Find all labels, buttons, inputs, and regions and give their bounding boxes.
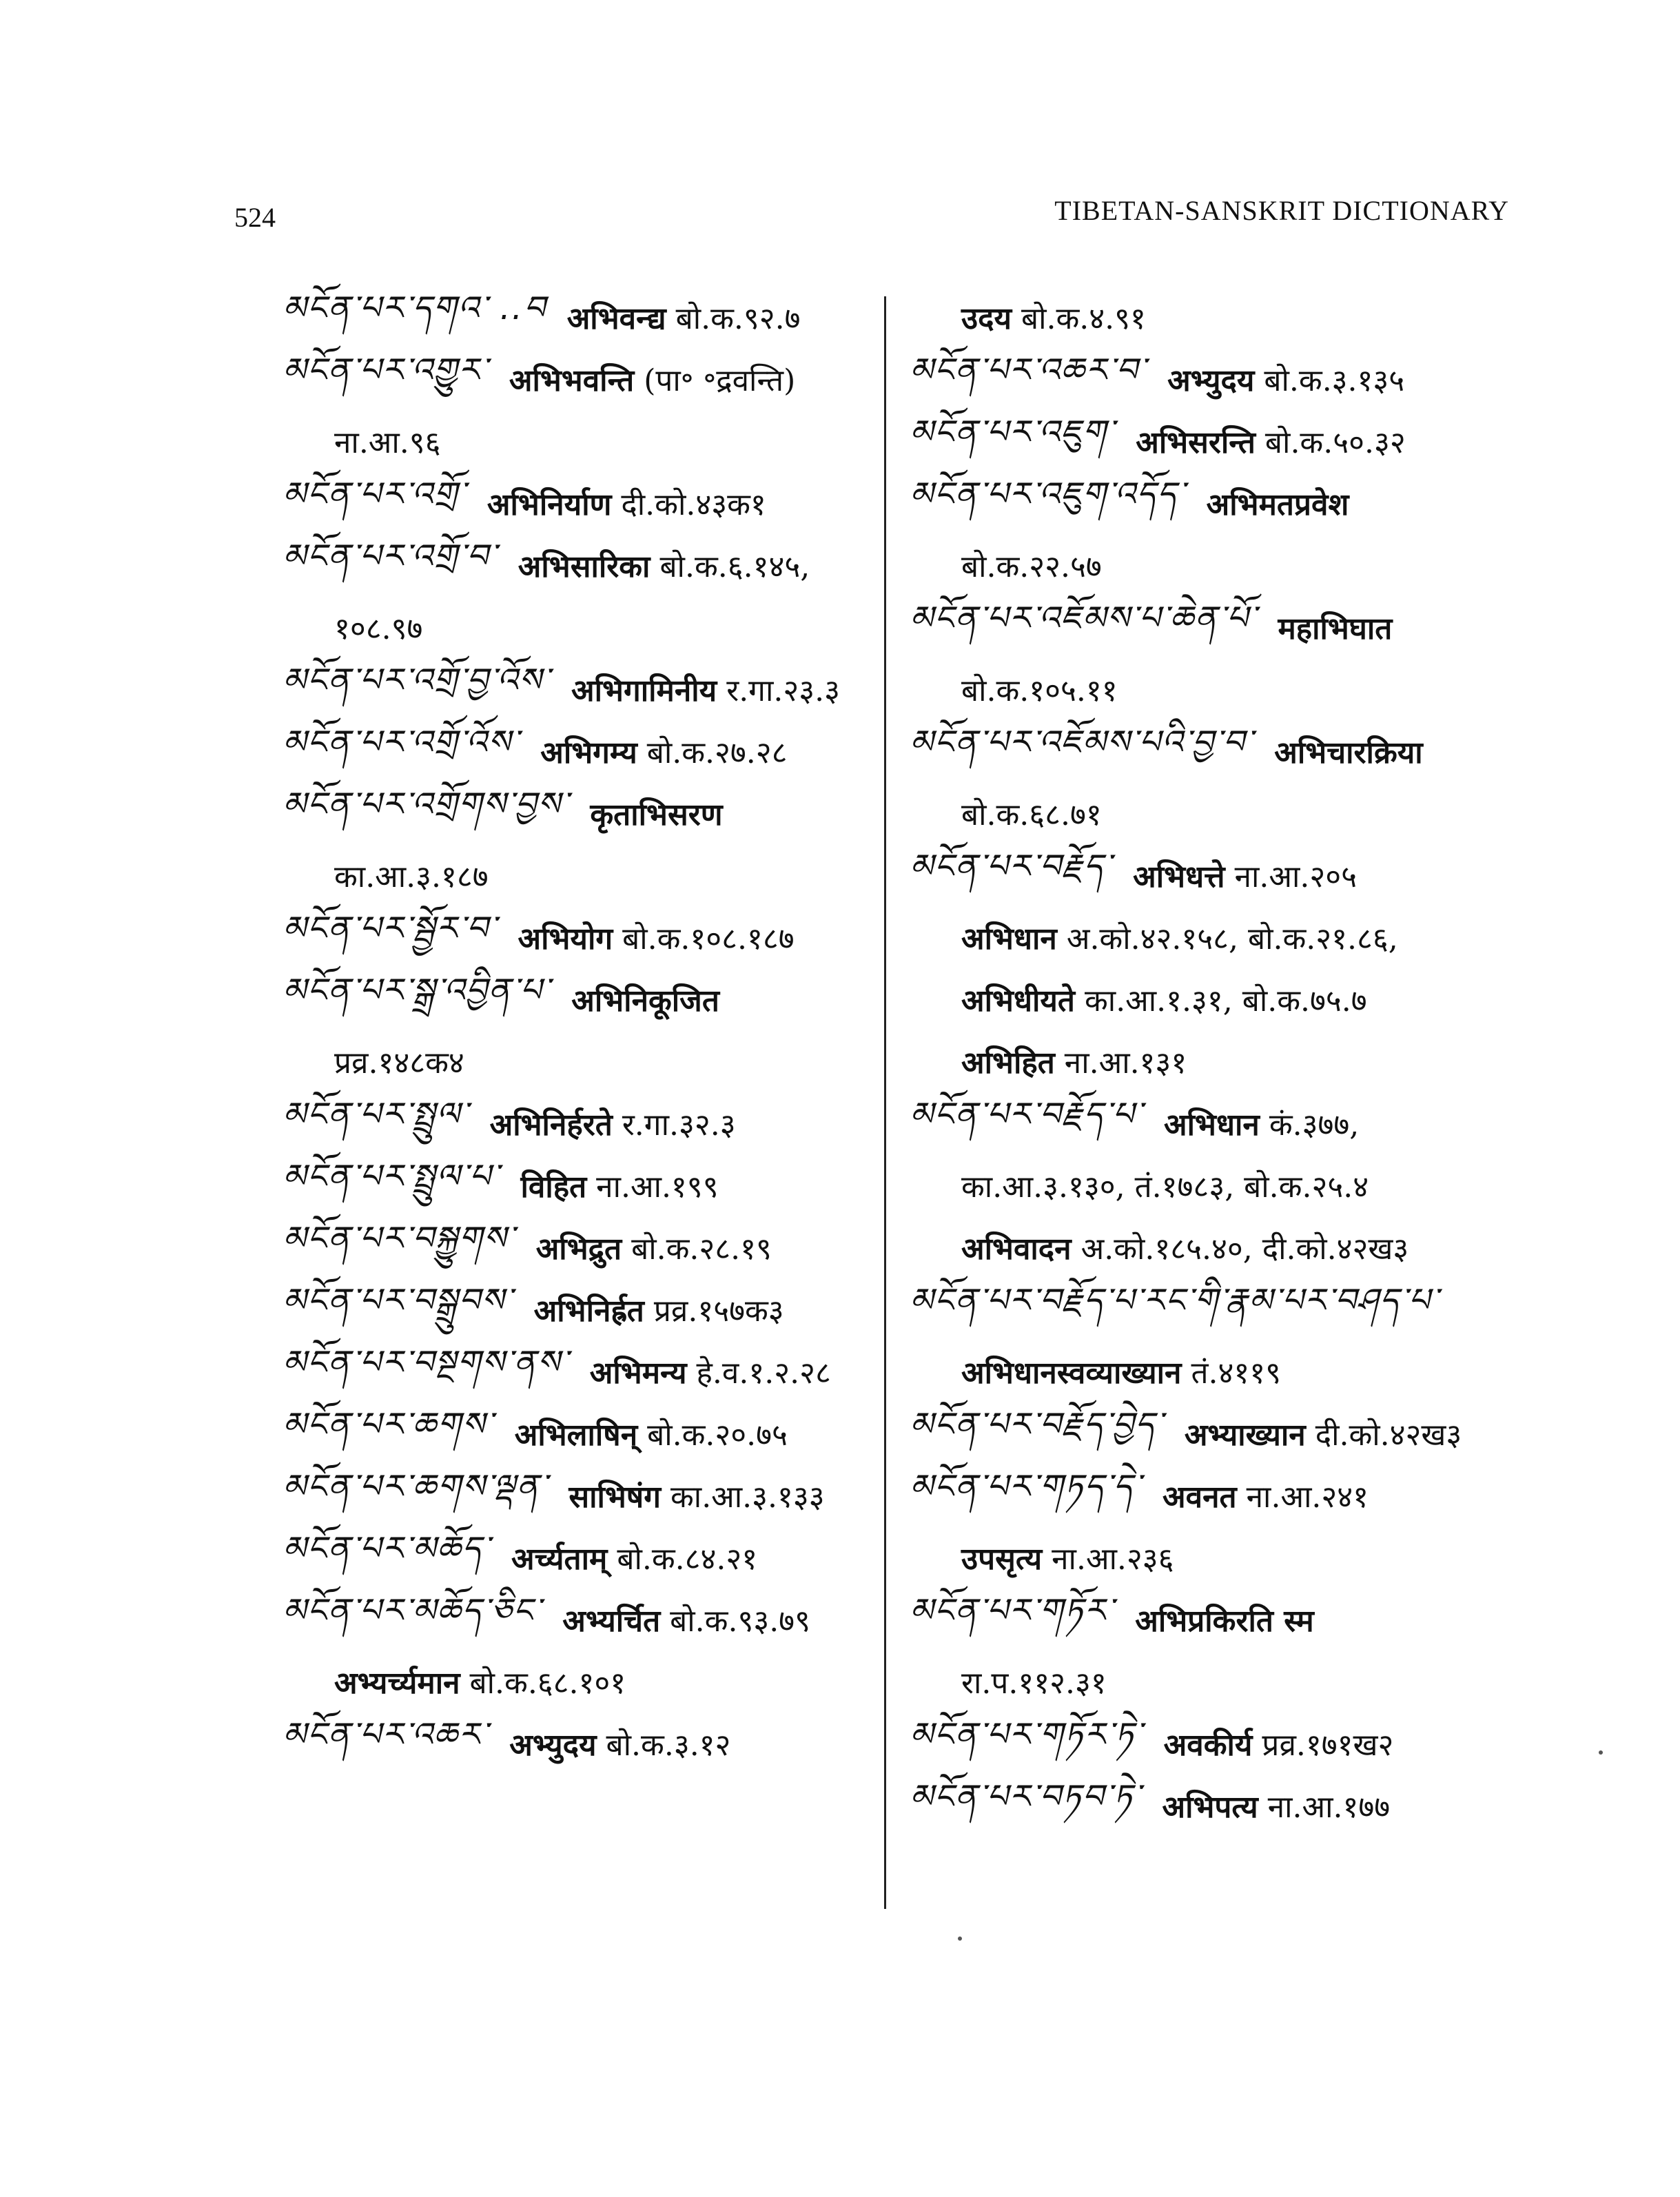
source-reference: बो.क.६८.७१ xyxy=(961,797,1102,832)
tibetan-headword: མངོན་པར་གཏད་དེ་ xyxy=(910,1467,1143,1506)
tibetan-headword: མངོན་པར་སྒྲ་འབྱིན་པ་ xyxy=(283,970,551,1010)
tibetan-headword: མངོན་པར་གཏོར་ཏེ་ xyxy=(910,1715,1143,1754)
source-reference: ना.आ.२३६ xyxy=(1052,1542,1174,1577)
tibetan-headword: མངོན་པར་བསྒྲུབས་ xyxy=(283,1280,513,1320)
dictionary-entry xyxy=(910,720,1557,782)
sanskrit-equivalent: अभिचारक्रिया xyxy=(1274,735,1423,770)
source-reference: ना.आ.१७७ xyxy=(1267,1790,1391,1825)
tibetan-headword: མངོན་པར་འཆར་བ་ xyxy=(910,350,1147,389)
source-reference: बो.क.५०.३२ xyxy=(1264,425,1406,460)
dictionary-entry xyxy=(910,472,1557,534)
source-reference: बो.क.९२.७ xyxy=(675,301,801,336)
sanskrit-equivalent: कृताभिसरण xyxy=(590,797,723,832)
sanskrit-equivalent: अभियोग xyxy=(518,921,613,957)
source-reference: का.आ.३.१३०, तं.१७८३, बो.क.२५.४ xyxy=(961,1169,1369,1205)
source-reference: बो.क.९३.७९ xyxy=(670,1604,810,1639)
source-reference: रा.प.११२.३१ xyxy=(961,1666,1107,1701)
dictionary-entry xyxy=(910,968,1557,1030)
source-reference: ना.आ.१९९ xyxy=(596,1169,719,1205)
tibetan-headword: མངོན་པར་མཆོད་ཅིང་ xyxy=(283,1591,542,1630)
tibetan-headword: མངོན་པར་འགྲོ་ xyxy=(283,474,467,513)
tibetan-headword: མངོན་པར་འཇུག་འདོད་ xyxy=(910,474,1186,513)
dictionary-entry xyxy=(283,968,875,1030)
source-reference: का.आ.३.१३३ xyxy=(670,1480,825,1515)
source-reference: ना.आ.२०५ xyxy=(1234,859,1357,895)
sanskrit-equivalent: अभिसरन्ति xyxy=(1136,425,1256,460)
source-reference: ना.आ.९६ xyxy=(334,425,441,460)
source-reference: बो.क.२७.२८ xyxy=(646,735,788,770)
tibetan-headword: མངོན་པར་འགྲོ་བ་ xyxy=(283,536,498,575)
source-reference: बो.क.२२.५७ xyxy=(961,549,1102,584)
tibetan-headword: མངོན་པར་བསྔགས་ནས་ xyxy=(283,1342,569,1382)
tibetan-headword: མངོན་པར་བཏབ་ཏེ་ xyxy=(910,1777,1142,1816)
source-reference: बो.क.६८.१०१ xyxy=(469,1666,626,1701)
sanskrit-equivalent: उपसृत्य xyxy=(961,1542,1043,1577)
tibetan-headword: མངོན་པར་དགའ་ ..བ xyxy=(283,288,546,327)
tibetan-headword: མངོན་པར་ཆགས་ལྡན་ xyxy=(283,1467,549,1506)
tibetan-headword: མངོན་པར་བརྗོད་བྱེད་ xyxy=(910,1404,1164,1444)
dictionary-entry xyxy=(283,782,875,844)
source-reference: प्रव्र.१४८क४ xyxy=(334,1045,464,1081)
sanskrit-equivalent: अभिधानस्वव्याख्यान xyxy=(961,1356,1182,1391)
sanskrit-equivalent: अभिनिकूजित xyxy=(571,983,719,1019)
tibetan-headword: མངོན་པར་བརྗོད་པ་རང་གི་རྣམ་པར་བཤད་པ་ xyxy=(910,1280,1440,1320)
source-reference: १०८.९७ xyxy=(334,611,423,646)
sanskrit-equivalent: अभिधीयते xyxy=(961,983,1075,1019)
dictionary-entry xyxy=(283,1588,875,1651)
tibetan-headword: མངོན་པར་འགྲོ་འོས་ xyxy=(283,722,520,762)
sanskrit-equivalent: अभिनिर्याण xyxy=(486,487,612,522)
sanskrit-equivalent: अभिमन्य xyxy=(589,1356,687,1391)
tibetan-headword: མངོན་པར་འགྱུར་ xyxy=(283,350,489,389)
source-reference: का.आ.३.१८७ xyxy=(334,859,489,895)
sanskrit-equivalent: अभिनिर्हरते xyxy=(489,1107,613,1143)
dictionary-entry xyxy=(910,1464,1557,1526)
source-reference: बो.क.६.१४५, xyxy=(659,549,810,584)
source-reference: बो.क.८४.२१ xyxy=(617,1542,758,1577)
source-reference: बो.क.३.१३५ xyxy=(1264,363,1405,398)
tibetan-headword: མངོན་པར་འཇུག་ xyxy=(910,412,1116,451)
sanskrit-equivalent: अभिगामिनीय xyxy=(571,673,717,708)
sanskrit-equivalent: महाभिघात xyxy=(1278,611,1393,646)
sanskrit-equivalent: अभिपत्य xyxy=(1162,1790,1258,1825)
sanskrit-equivalent: अवकीर्य xyxy=(1163,1728,1253,1763)
sanskrit-equivalent: अभ्युदय xyxy=(1167,363,1255,398)
scan-speck xyxy=(958,1937,962,1941)
tibetan-headword: མངོན་པར་འགྲོ་བྱ་འོས་ xyxy=(283,660,551,699)
dictionary-entry xyxy=(910,1588,1557,1651)
source-reference: ना.आ.१३१ xyxy=(1064,1045,1187,1081)
source-reference: (पा॰ ॰द्रवन्ति) xyxy=(644,363,796,398)
source-reference: प्रव्र.१५७क३ xyxy=(653,1294,784,1329)
source-reference: दी.को.४२ख३ xyxy=(1315,1418,1462,1453)
dictionary-entry xyxy=(910,1092,1557,1154)
column-divider xyxy=(884,296,886,1909)
left-column xyxy=(283,286,875,1775)
sanskrit-equivalent: अभ्यर्चित xyxy=(562,1604,661,1639)
dictionary-entry xyxy=(910,1278,1557,1340)
source-reference: बो.क.३.१२ xyxy=(606,1728,731,1763)
dictionary-entry xyxy=(910,596,1557,658)
right-column xyxy=(910,286,1557,1837)
tibetan-headword: མངོན་པར་བརྗོད་ xyxy=(910,846,1113,886)
source-reference: बो.क.१०८.१८७ xyxy=(622,921,795,957)
tibetan-headword: མངོན་པར་འཆར་ xyxy=(283,1715,489,1754)
dictionary-entry xyxy=(283,534,875,596)
tibetan-headword: མངོན་པར་འགྲོགས་བྱས་ xyxy=(283,784,570,824)
source-reference: ना.आ.२४१ xyxy=(1246,1480,1369,1515)
dictionary-entry xyxy=(283,348,875,410)
sanskrit-equivalent: अभिभवन्ति xyxy=(509,363,635,398)
source-reference: बो.क.२८.१९ xyxy=(631,1232,772,1267)
tibetan-headword: མངོན་པར་འཇོམས་པའི་བྱ་བ་ xyxy=(910,722,1254,762)
sanskrit-equivalent: अभिलाषिन् xyxy=(514,1418,638,1453)
source-reference: अ.को.१८५.४०, दी.को.४२ख३ xyxy=(1080,1232,1409,1267)
sanskrit-equivalent: अभिप्रकिरति स्म xyxy=(1135,1604,1314,1639)
source-reference: दी.को.४३क१ xyxy=(621,487,766,522)
tibetan-headword: མངོན་པར་བརྗོད་པ་ xyxy=(910,1094,1144,1134)
sanskrit-equivalent: अभिहित xyxy=(961,1045,1055,1081)
source-reference: तं.४११९ xyxy=(1191,1356,1282,1391)
source-reference: प्रव्र.१७१ख२ xyxy=(1262,1728,1394,1763)
source-reference: हे.व.१.२.२८ xyxy=(696,1356,831,1391)
tibetan-headword: མངོན་པར་སྦྱོར་བ་ xyxy=(283,908,498,948)
sanskrit-equivalent: उदय xyxy=(961,301,1012,336)
tibetan-headword: མངོན་པར་གཏོར་ xyxy=(910,1591,1115,1630)
source-reference: बो.क.२०.७५ xyxy=(647,1418,788,1453)
running-title: TIBETAN-SANSKRIT DICTIONARY xyxy=(1054,195,1509,226)
sanskrit-equivalent: विहित xyxy=(520,1169,587,1205)
sanskrit-equivalent: अभ्युदय xyxy=(509,1728,597,1763)
sanskrit-equivalent: अभिगम्य xyxy=(540,735,637,770)
sanskrit-equivalent: अभिमतप्रवेश xyxy=(1206,487,1349,522)
tibetan-headword: མངོན་པར་མཆོད་ xyxy=(283,1529,491,1568)
sanskrit-equivalent: अभिद्रुत xyxy=(535,1232,622,1267)
tibetan-headword: མངོན་པར་བསྐྱུགས་ xyxy=(283,1218,515,1258)
tibetan-headword: མངོན་པར་ཆགས་ xyxy=(283,1404,494,1444)
sanskrit-equivalent: अभिधान xyxy=(1164,1107,1260,1143)
source-reference: बो.क.१०५.११ xyxy=(961,673,1118,708)
tibetan-headword: མངོན་པར་འཇོམས་པ་ཆེན་པོ་ xyxy=(910,598,1258,637)
sanskrit-equivalent: अवनत xyxy=(1162,1480,1237,1515)
source-reference: कं.३७७, xyxy=(1269,1107,1360,1143)
sanskrit-equivalent: अर्च्यताम् xyxy=(511,1542,608,1577)
sanskrit-equivalent: अभिवादन xyxy=(961,1232,1072,1267)
sanskrit-equivalent: अभिवन्द्य xyxy=(566,301,666,336)
sanskrit-equivalent: अभ्याख्यान xyxy=(1184,1418,1306,1453)
source-reference: र.गा.२३.३ xyxy=(726,673,840,708)
dictionary-entry xyxy=(283,1713,875,1775)
source-reference: का.आ.१.३१, बो.क.७५.७ xyxy=(1085,983,1367,1019)
sanskrit-equivalent: साभिषंग xyxy=(568,1480,661,1515)
page-number: 524 xyxy=(234,202,276,233)
sanskrit-equivalent: अभिधत्ते xyxy=(1133,859,1225,895)
tibetan-headword: མངོན་པར་སྤྲུལ་པ་ xyxy=(283,1156,500,1196)
sanskrit-equivalent: अभिसारिका xyxy=(518,549,651,584)
source-reference: बो.क.४.९१ xyxy=(1021,301,1146,336)
dictionary-entry xyxy=(910,1775,1557,1837)
source-reference: र.गा.३२.३ xyxy=(622,1107,736,1143)
source-reference: अ.को.४२.१५८, बो.क.२१.८६, xyxy=(1066,921,1398,957)
dictionary-entry xyxy=(910,844,1557,906)
sanskrit-equivalent: अभिधान xyxy=(961,921,1057,957)
sanskrit-equivalent: अभिनिर्ह्रत xyxy=(533,1294,644,1329)
tibetan-headword: མངོན་པར་སྤྲུལ་ xyxy=(283,1094,469,1134)
sanskrit-equivalent: अभ्यर्च्यमान xyxy=(334,1666,460,1701)
scan-speck xyxy=(1599,1750,1603,1755)
